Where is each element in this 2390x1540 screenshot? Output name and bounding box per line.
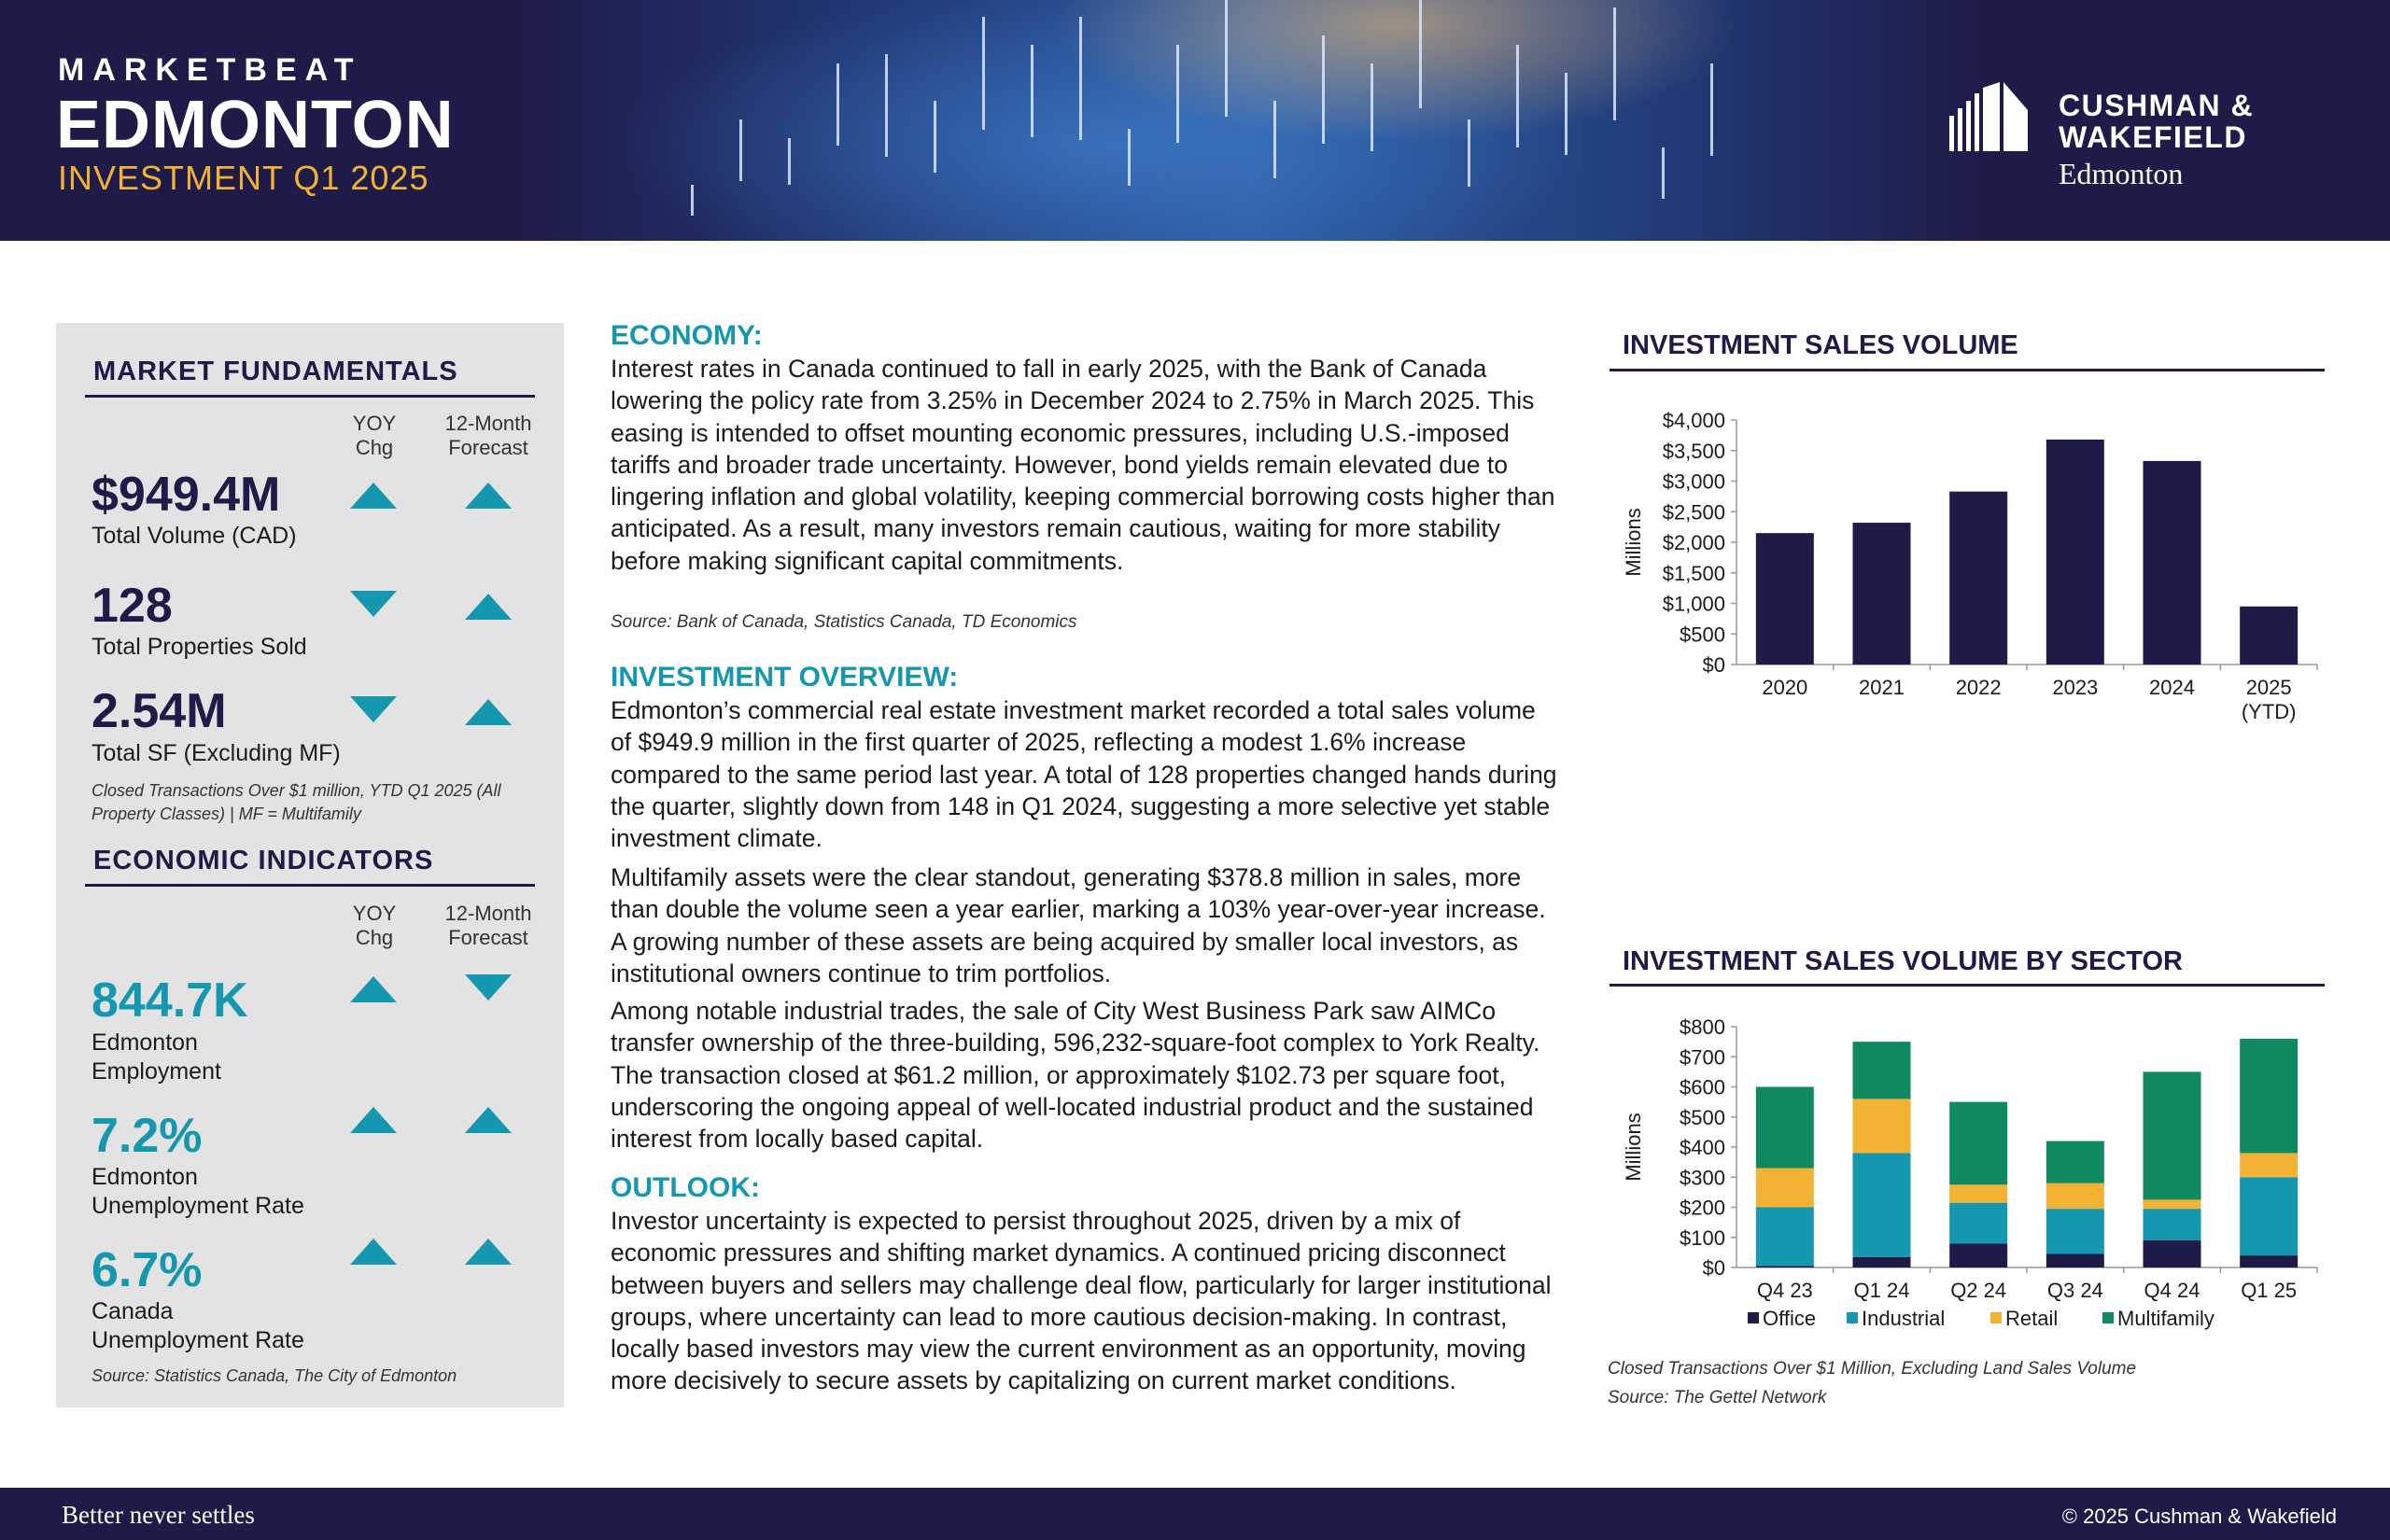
sales-volume-chart-title: INVESTMENT SALES VOLUME [1623,330,2018,360]
employment-value: 844.7K [91,973,248,1028]
outlook-body: Investor uncertainty is expected to persist throughout 2025, driven by a mix of economic pressures and shifting market dynamics. A continued pricing disconnect between buyers and sellers may challenge deal flow, particularly for larger institutional groups, where uncertainty can lead to more cautious decision-making. In contrast, locally based investors may view the current environment as an opportunity, moving more decisively to secure assets by capitalizing on current market conditions. [611,1207,1552,1395]
bar-segment-office [2046,1253,2104,1267]
bar-segment-industrial [2240,1177,2298,1255]
y-tick-label: $600 [1680,1075,1725,1099]
y-tick-label: $0 [1702,1256,1725,1280]
investment-overview-para-2: Multifamily assets were the clear standout, generating $378.8 million in sales, more than double the volume seen a year earlier, marking a 103% year-over-year increase. A growing number of these assets are being acquired by smaller local investors, as institutional owners continue to trim portfolios. [611,863,1546,987]
x-tick-label: 2020 [1762,676,1808,699]
economy-heading: ECONOMY: [611,320,763,351]
bar-segment-retail [2240,1153,2298,1177]
x-tick-label: 2022 [1955,676,2002,699]
bar-segment-office [1853,1257,1911,1267]
cushman-wakefield-logo-icon [1949,82,2028,151]
bar-2024 [2144,461,2201,665]
employment-forecast-arrow-icon [465,974,512,1001]
total-sf-forecast-arrow-icon [465,699,512,725]
investment-overview-para-3: Among notable industrial trades, the sale of City West Business Park saw AIMCo transfer ownership of the three-building, 596,232-square-foot complex to York Realty. The transaction closed at $61.2 million, or approximately $102.73 per square foot, underscoring the ongoing appeal of well-located industrial product and the sustained interest from locally based capital. [611,997,1540,1154]
sales-by-sector-chart [1606,1008,2334,1344]
y-tick-label: $800 [1680,1015,1725,1039]
legend-label-multifamily: Multifamily [2117,1307,2214,1330]
bar-2025ytd [2240,607,2298,665]
header-chart-streak [1176,45,1179,143]
total-sf-yoy-arrow-icon [350,696,397,722]
market-fundamentals-title: MARKET FUNDAMENTALS [93,357,458,386]
header-chart-streak [1128,129,1131,186]
sales-by-sector-chart-title: INVESTMENT SALES VOLUME BY SECTOR [1623,946,2183,976]
bar-2022 [1949,492,2007,665]
edmonton-unemployment-value: 7.2% [91,1109,203,1163]
header-chart-streak [1613,7,1616,120]
legend-label-office: Office [1763,1307,1817,1330]
header-chart-streak [934,101,936,173]
properties-sold-forecast-arrow-icon [465,594,512,620]
section-divider [85,884,535,887]
bar-segment-industrial [1949,1203,2007,1244]
canada-unemployment-label: Canada Unemployment Rate [91,1298,304,1353]
chart-title-rule [1610,984,2325,987]
y-tick-label: $500 [1680,623,1725,647]
y-tick-label: $1,000 [1662,592,1725,616]
y-axis-title: Millions [1622,1113,1645,1182]
properties-sold-value: 128 [91,579,173,633]
economic-indicators-title: ECONOMIC INDICATORS [93,846,434,875]
bar-segment-retail [1949,1184,2007,1202]
edmonton-unemployment-forecast-arrow-icon [465,1107,512,1133]
legend-label-retail: Retail [2005,1307,2059,1330]
company-name-line-2: WAKEFIELD [2059,120,2247,154]
header-chart-streak [1225,0,1228,117]
sales-volume-chart [1606,401,2334,737]
bar-2023 [2046,440,2104,665]
edmonton-unemployment-label: Edmonton Unemployment Rate [91,1164,304,1219]
header-stock-chart-image [523,0,1979,241]
x-tick-label: 2023 [2052,676,2099,699]
bar-segment-office [2144,1240,2201,1267]
copyright-notice: © 2025 Cushman & Wakefield [2061,1505,2337,1528]
header-chart-streak [788,138,791,185]
x-tick-label: 2024 [2149,676,2195,699]
yoy-change-header: YOY Chg [352,902,397,949]
bar-2020 [1756,533,1814,665]
market-city-title: EDMONTON [56,88,455,162]
bar-segment-office [1949,1243,2007,1267]
bar-segment-industrial [2046,1209,2104,1253]
forecast-header: 12-Month Forecast [444,902,532,949]
forecast-header: 12-Month Forecast [444,412,532,459]
y-tick-label: $2,000 [1662,531,1725,554]
report-subtitle: INVESTMENT Q1 2025 [58,159,429,197]
x-tick-label: 2025 [2245,676,2292,699]
bar-segment-office [1756,1266,1814,1267]
chart-title-rule [1610,369,2325,371]
total-volume-value: $949.4M [91,468,281,522]
header-chart-streak [739,119,742,181]
y-tick-label: $100 [1680,1225,1725,1250]
total-volume-label: Total Volume (CAD) [91,523,297,549]
x-tick-label: Q1 25 [2241,1279,2298,1302]
bar-2021 [1853,523,1911,665]
header-chart-streak [1662,147,1665,199]
x-tick-label: Q2 24 [1950,1279,2007,1302]
bar-segment-multifamily [1949,1102,2007,1185]
market-fundamentals-panel [56,323,564,1407]
total-volume-yoy-arrow-icon [350,483,397,509]
header-chart-streak [1371,63,1373,151]
y-tick-label: $4,000 [1662,409,1725,432]
edmonton-unemployment-yoy-arrow-icon [350,1107,397,1133]
bar-segment-multifamily [2144,1071,2201,1199]
header-chart-streak [1710,63,1713,156]
bar-segment-retail [2046,1183,2104,1209]
y-tick-label: $1,500 [1662,561,1725,585]
x-tick-label: Q4 24 [2144,1279,2200,1302]
y-tick-label: $200 [1680,1196,1725,1220]
bar-segment-industrial [1853,1153,1911,1256]
marketbeat-label: MARKETBEAT [58,52,362,88]
brand-tagline: Better never settles [62,1501,255,1529]
outlook-heading: OUTLOOK: [611,1172,760,1203]
header-chart-streak [1419,0,1422,108]
bar-segment-multifamily [2046,1141,2104,1183]
legend-swatch-office [1748,1312,1759,1323]
report-header [0,0,2390,241]
bar-segment-retail [1853,1099,1911,1153]
fundamentals-note: Closed Transactions Over $1 million, YTD Q1 2025 (All Property Classes) | MF = Multifamily [91,781,501,823]
y-tick-label: $400 [1680,1136,1725,1159]
bar-segment-multifamily [2240,1039,2298,1154]
x-tick-label: Q3 24 [2046,1279,2103,1302]
y-tick-label: $2,500 [1662,500,1725,525]
yoy-change-header: YOY Chg [352,412,397,459]
properties-sold-yoy-arrow-icon [350,591,397,617]
canada-unemployment-forecast-arrow-icon [465,1239,512,1265]
bar-segment-industrial [1756,1208,1814,1267]
x-tick-label: 2021 [1859,676,1905,699]
bar-segment-multifamily [1853,1042,1911,1099]
bar-segment-retail [2144,1199,2201,1209]
employment-yoy-arrow-icon [350,976,397,1002]
total-sf-label: Total SF (Excluding MF) [91,740,341,766]
employment-label: Edmonton Employment [91,1029,221,1085]
y-tick-label: $3,500 [1662,439,1725,463]
section-divider [85,395,535,398]
legend-label-industrial: Industrial [1862,1307,1946,1330]
bar-segment-multifamily [1756,1087,1814,1169]
bar-segment-retail [1756,1169,1814,1208]
x-tick-label: Q1 24 [1853,1279,1910,1302]
y-axis-title: Millions [1622,508,1645,577]
header-chart-streak [1565,73,1568,155]
sector-chart-note: Closed Transactions Over $1 Million, Excluding Land Sales Volume [1608,1359,2137,1379]
economy-source: Source: Bank of Canada, Statistics Canada, TD Economics [611,612,1077,632]
investment-overview-heading: INVESTMENT OVERVIEW: [611,662,959,693]
y-tick-label: $0 [1702,653,1725,677]
economy-body: Interest rates in Canada continued to fall in early 2025, with the Bank of Canada lowering the policy rate from 3.25% in December 2024 to 2.75% in March 2025. This easing is intended to offset mounting economic pressures, including U.S.-imposed tariffs and broader trade uncertainty. However, bond yields remain elevated due to lingering inflation and global volatility, keeping commercial borrowing costs higher than anticipated. As a result, many investors remain cautious, waiting for more stability before making significant capital commitments. [611,355,1555,575]
y-tick-label: $300 [1680,1166,1725,1190]
header-chart-streak [982,17,985,130]
company-name-line-1: CUSHMAN & [2059,89,2255,122]
bar-segment-office [2240,1255,2298,1267]
legend-swatch-industrial [1847,1312,1858,1323]
canada-unemployment-value: 6.7% [91,1243,203,1297]
header-chart-streak [836,63,839,146]
indicators-source: Source: Statistics Canada, The City of Edmonton [91,1366,457,1385]
y-tick-label: $500 [1680,1105,1725,1129]
bar-segment-industrial [2144,1209,2201,1240]
canada-unemployment-yoy-arrow-icon [350,1239,397,1265]
x-tick-label: (YTD) [2241,700,2297,723]
x-tick-label: Q4 23 [1756,1279,1813,1302]
company-name [2059,90,2254,153]
company-office: Edmonton [2059,157,2184,190]
properties-sold-label: Total Properties Sold [91,634,307,660]
header-chart-streak [691,185,694,216]
header-chart-streak [1079,17,1082,140]
header-chart-streak [1322,35,1325,144]
y-tick-label: $3,000 [1662,469,1725,494]
total-sf-value: 2.54M [91,684,227,738]
report-footer [0,1488,2390,1540]
header-chart-streak [1031,45,1033,137]
legend-swatch-retail [1990,1312,2002,1323]
investment-overview-para-1: Edmonton’s commercial real estate investment market recorded a total sales volume of $949.9 million in the first quarter of 2025, reflecting a modest 1.6% increase compared to the same period last year. A total of 128 properties changed hands during the quarter, slightly down from 148 in Q1 2024, suggesting a more selective yet stable investment climate. [611,696,1557,853]
sector-chart-source: Source: The Gettel Network [1608,1388,1827,1407]
total-volume-forecast-arrow-icon [465,483,512,509]
header-chart-streak [1273,101,1276,178]
header-chart-streak [1468,119,1470,187]
header-chart-streak [885,54,888,157]
legend-swatch-multifamily [2102,1312,2114,1323]
y-tick-label: $700 [1680,1045,1725,1070]
header-chart-streak [1516,45,1519,147]
